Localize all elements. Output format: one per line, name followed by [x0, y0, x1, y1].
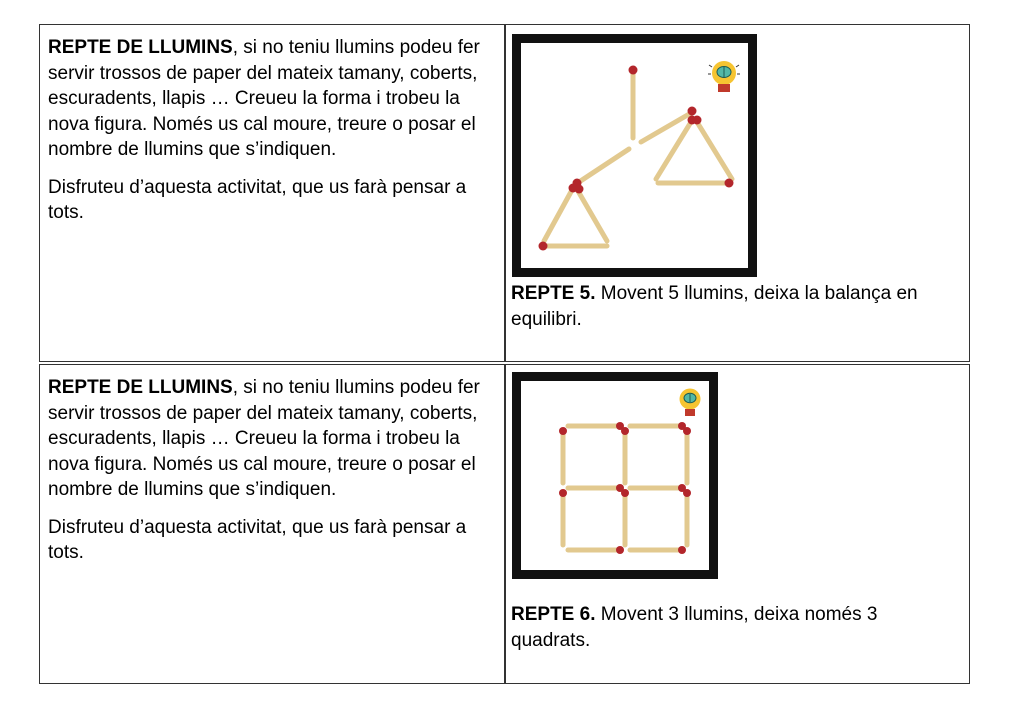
- match-stick: [693, 116, 733, 180]
- card-2-challenge: [511, 602, 961, 654]
- card-1-challenge-label: REPTE 5.: [511, 283, 596, 304]
- match-stick: [559, 489, 567, 545]
- balance-puzzle-figure: [521, 43, 748, 268]
- match-stick: [621, 427, 629, 483]
- match-stick: [568, 546, 624, 554]
- lightbulb-brain-icon: [708, 61, 740, 92]
- match-stick: [544, 184, 578, 242]
- card-1-closing: Disfruteu d’aquesta activitat, que us farà pensar a tots.: [48, 176, 467, 223]
- match-stick: [683, 489, 691, 545]
- match-stick: [621, 489, 629, 545]
- match-stick: [630, 422, 686, 430]
- match-stick: [658, 179, 734, 188]
- match-grid: [559, 422, 691, 554]
- match-stick: [629, 66, 638, 139]
- match-stick: [573, 149, 630, 188]
- card-1-intro-title: REPTE DE LLUMINS: [48, 37, 233, 58]
- match-stick: [575, 185, 608, 242]
- card-2-intro-title: REPTE DE LLUMINS: [48, 377, 233, 398]
- card-2-closing: Disfruteu d’aquesta activitat, que us farà pensar a tots.: [48, 516, 467, 563]
- match-stick: [559, 427, 567, 483]
- match-stick: [568, 484, 624, 492]
- card-2-puzzle-frame: [512, 372, 718, 579]
- squares-puzzle-figure: [521, 381, 709, 570]
- match-stick: [630, 484, 686, 492]
- card-1-instructions: [48, 35, 498, 226]
- card-1-puzzle-frame: [512, 34, 757, 277]
- card-1-intro-text: , si no teniu llumins podeu fer servir trossos de paper del mateix tamany, coberts, escuradents, llapis … Creueu la forma i trobeu la nova figura. Només us cal moure, treure o posar el nombre de llumins que s’indiquen.: [48, 37, 480, 160]
- match-stick: [539, 242, 608, 251]
- match-stick: [630, 546, 686, 554]
- lightbulb-brain-icon: [680, 389, 701, 417]
- match-stick: [568, 422, 624, 430]
- card-1-challenge-text: Movent 5 llumins, deixa la balança en equilibri.: [511, 283, 918, 330]
- match-stick: [656, 116, 697, 180]
- card-2-challenge-text: Movent 3 llumins, deixa només 3 quadrats.: [511, 604, 878, 651]
- card-2-intro-text: , si no teniu llumins podeu fer servir trossos de paper del mateix tamany, coberts, escuradents, llapis … Creueu la forma i trobeu la nova figura. Només us cal moure, treure o posar el nombre de llumins que s’indiquen.: [48, 377, 480, 500]
- card-2-instructions: [48, 375, 498, 566]
- card-2-challenge-label: REPTE 6.: [511, 604, 596, 625]
- card-1-challenge: [511, 281, 961, 333]
- match-stick: [683, 427, 691, 483]
